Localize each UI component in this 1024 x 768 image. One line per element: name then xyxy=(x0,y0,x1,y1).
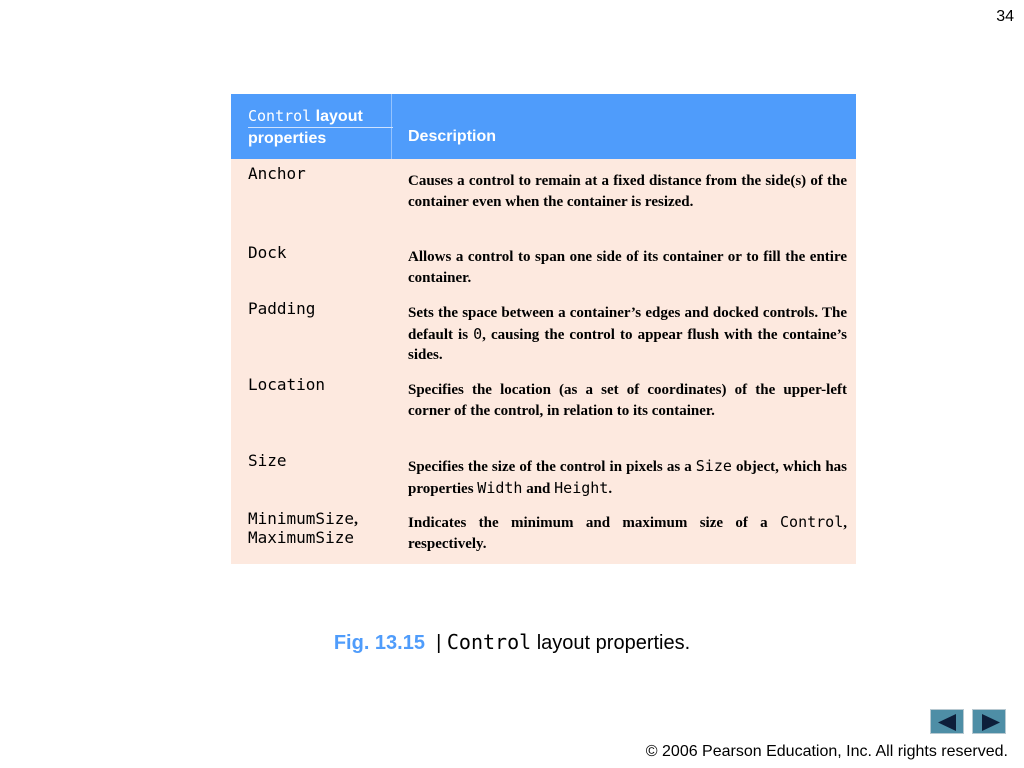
page-number: 34 xyxy=(996,8,1014,25)
description-text: Specifies the size of the control in pixels as a xyxy=(408,459,696,475)
previous-slide-button[interactable] xyxy=(930,709,964,734)
property-name: Location xyxy=(248,375,326,394)
table-body xyxy=(231,159,856,564)
header-property-column xyxy=(248,106,393,149)
description-code: Control xyxy=(780,513,844,531)
property-name: Padding xyxy=(248,299,316,318)
description-text: Indicates the minimum and maximum size of a xyxy=(408,515,781,531)
caption-text: layout properties. xyxy=(536,632,691,654)
header-properties-text: properties xyxy=(248,130,327,147)
description-code: Size xyxy=(695,457,732,475)
figure-caption xyxy=(0,630,1024,655)
header-description-column: Description xyxy=(408,128,497,145)
header-property-line1 xyxy=(248,106,393,128)
property-name xyxy=(248,510,358,547)
table-header xyxy=(231,94,856,159)
description-text: , respectively. xyxy=(408,515,847,552)
property-description xyxy=(408,303,847,366)
caption-code: Control xyxy=(446,630,532,654)
triangle-right-icon xyxy=(973,710,1007,735)
property-description xyxy=(408,456,847,499)
next-slide-button[interactable] xyxy=(972,709,1006,734)
description-text: and xyxy=(522,480,555,497)
property-name-line1: MinimumSize xyxy=(248,509,354,528)
description-text: Sets the space between a container’s edges and docked controls. The default is xyxy=(408,305,847,343)
property-name-comma: , xyxy=(353,511,358,528)
property-name: Anchor xyxy=(248,164,306,183)
property-name-line2: MaximumSize xyxy=(248,528,354,547)
triangle-left-icon xyxy=(931,710,965,735)
property-description: Allows a control to span one side of its container or to fill the entire container. xyxy=(408,249,847,286)
layout-properties-table xyxy=(231,94,856,564)
header-layout-text: layout xyxy=(315,108,363,125)
property-name: Dock xyxy=(248,243,287,262)
property-description: Causes a control to remain at a fixed distance from the side(s) of the container even when the container is resized. xyxy=(408,173,847,210)
header-divider xyxy=(391,94,392,159)
description-text: , causing the control to appear flush with the containe’s sides. xyxy=(408,326,847,363)
property-description: Specifies the location (as a set of coordinates) of the upper-left corner of the control, in relation to its container. xyxy=(408,382,847,419)
figure-number: Fig. 13.15 xyxy=(333,632,425,654)
description-code: 0 xyxy=(473,324,483,343)
description-text: object, which has properties xyxy=(408,459,847,497)
property-description xyxy=(408,512,847,554)
property-name: Size xyxy=(248,451,287,470)
description-text: . xyxy=(608,480,613,497)
header-control-code: Control xyxy=(248,107,312,125)
description-code: Height xyxy=(554,478,609,497)
copyright-notice: © 2006 Pearson Education, Inc. All rights reserved. xyxy=(645,743,1008,760)
description-code: Width xyxy=(477,478,523,497)
caption-separator: | xyxy=(436,632,442,654)
